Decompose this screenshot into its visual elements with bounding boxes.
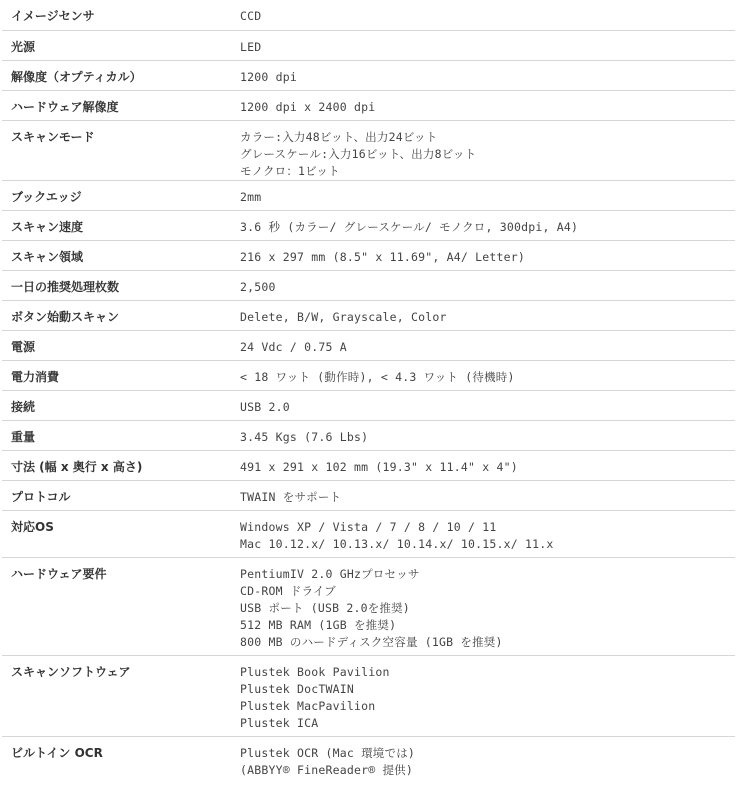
spec-row <box>2 330 735 360</box>
spec-value <box>239 736 735 780</box>
spec-row <box>2 90 735 120</box>
spec-label: 対応OS <box>11 519 54 534</box>
spec-label: スキャンモード <box>11 129 95 144</box>
spec-value-line: 3.6 秒 (カラー/ グレースケール/ モノクロ, 300dpi, A4) <box>240 219 579 234</box>
spec-label: スキャン領域 <box>11 249 84 264</box>
spec-label: 電源 <box>11 339 36 354</box>
spec-value <box>239 390 735 420</box>
spec-row <box>2 270 735 300</box>
spec-value <box>239 0 735 30</box>
spec-row <box>2 510 735 557</box>
spec-value <box>239 30 735 60</box>
spec-value-line: USB 2.0 <box>240 399 290 414</box>
spec-row <box>2 390 735 420</box>
spec-value-line: PentiumIV 2.0 GHzプロセッサ <box>240 566 420 581</box>
spec-table <box>2 0 735 780</box>
spec-value <box>239 270 735 300</box>
spec-value-line: Windows XP / Vista / 7 / 8 / 10 / 11 <box>240 519 497 534</box>
spec-value <box>239 510 735 557</box>
spec-row <box>2 480 735 510</box>
spec-value-line: 24 Vdc / 0.75 A <box>240 339 347 354</box>
spec-label: スキャン速度 <box>11 219 84 234</box>
spec-value <box>239 655 735 736</box>
spec-row <box>2 30 735 60</box>
spec-row <box>2 60 735 90</box>
spec-label: 重量 <box>11 429 36 444</box>
spec-value-line: Plustek ICA <box>240 715 319 730</box>
spec-label: スキャンソフトウェア <box>11 664 131 679</box>
spec-value <box>239 330 735 360</box>
spec-table-body <box>2 0 735 780</box>
spec-value-line: TWAIN をサポート <box>240 489 342 504</box>
spec-value-line: 216 x 297 mm (8.5" x 11.69", A4/ Letter) <box>240 249 525 264</box>
spec-label: ボタン始動スキャン <box>11 309 120 324</box>
spec-label: ビルトイン OCR <box>11 745 103 760</box>
spec-value-line: モノクロ：1ビット <box>240 163 340 178</box>
spec-value-line: Plustek DocTWAIN <box>240 681 354 696</box>
spec-label: ブックエッジ <box>11 189 82 204</box>
spec-value <box>239 420 735 450</box>
spec-row <box>2 120 735 180</box>
spec-label: 電力消費 <box>11 369 60 384</box>
spec-value <box>239 120 735 180</box>
spec-row <box>2 420 735 450</box>
spec-label: ハードウェア要件 <box>11 566 107 581</box>
spec-value <box>239 90 735 120</box>
spec-label: イメージセンサ <box>11 9 95 23</box>
spec-value-line: CCD <box>240 9 262 23</box>
spec-label: 接続 <box>11 399 36 414</box>
spec-value-line: (ABBYY® FineReader® 提供) <box>240 762 413 777</box>
spec-row <box>2 736 735 780</box>
spec-value <box>239 180 735 210</box>
spec-value-line: Mac 10.12.x/ 10.13.x/ 10.14.x/ 10.15.x/ 11.x <box>240 536 554 551</box>
spec-value <box>239 210 735 240</box>
spec-value-line: 1200 dpi <box>240 69 297 84</box>
spec-value <box>239 557 735 655</box>
spec-value-line: Plustek MacPavilion <box>240 698 376 713</box>
spec-value-line: 512 MB RAM (1GB を推奨) <box>240 617 397 632</box>
spec-value-line: 2,500 <box>240 279 276 294</box>
spec-row <box>2 210 735 240</box>
spec-label: 寸法 (幅 x 奥行 x 高さ) <box>11 459 143 474</box>
spec-value-line: 3.45 Kgs (7.6 Lbs) <box>240 429 369 444</box>
spec-value-line: カラー:入力48ビット、出力24ビット <box>240 129 438 144</box>
spec-row <box>2 240 735 270</box>
spec-label: プロトコル <box>11 489 71 504</box>
spec-row <box>2 180 735 210</box>
spec-value-line: 1200 dpi x 2400 dpi <box>240 99 376 114</box>
spec-value <box>239 360 735 390</box>
spec-value-line: 800 MB のハードディスク空容量 (1GB を推奨) <box>240 634 503 649</box>
spec-row <box>2 557 735 655</box>
spec-value <box>239 480 735 510</box>
spec-row <box>2 0 735 30</box>
spec-value-line: Delete, B/W, Grayscale, Color <box>240 309 447 324</box>
spec-label: 解像度（オプティカル） <box>11 69 142 84</box>
spec-value-line: USB ポート (USB 2.0を推奨) <box>240 600 410 615</box>
spec-row <box>2 360 735 390</box>
spec-value-line: LED <box>240 39 262 54</box>
spec-label: 光源 <box>11 39 36 54</box>
spec-value <box>239 300 735 330</box>
spec-value <box>239 240 735 270</box>
spec-row <box>2 655 735 736</box>
spec-value <box>239 450 735 480</box>
spec-value-line: < 18 ワット (動作時), < 4.3 ワット (待機時) <box>240 369 515 384</box>
spec-value-line: CD-ROM ドライブ <box>240 583 336 598</box>
spec-label: ハードウェア解像度 <box>11 99 119 114</box>
spec-value <box>239 60 735 90</box>
spec-value-line: Plustek Book Pavilion <box>240 664 390 679</box>
spec-value-line: グレースケール:入力16ビット、出力8ビット <box>240 146 477 161</box>
spec-row <box>2 300 735 330</box>
spec-row <box>2 450 735 480</box>
spec-label: 一日の推奨処理枚数 <box>11 279 120 294</box>
spec-value-line: 491 x 291 x 102 mm (19.3" x 11.4" x 4") <box>240 459 518 474</box>
spec-value-line: Plustek OCR (Mac 環境では) <box>240 745 416 760</box>
spec-value-line: 2mm <box>240 189 262 204</box>
